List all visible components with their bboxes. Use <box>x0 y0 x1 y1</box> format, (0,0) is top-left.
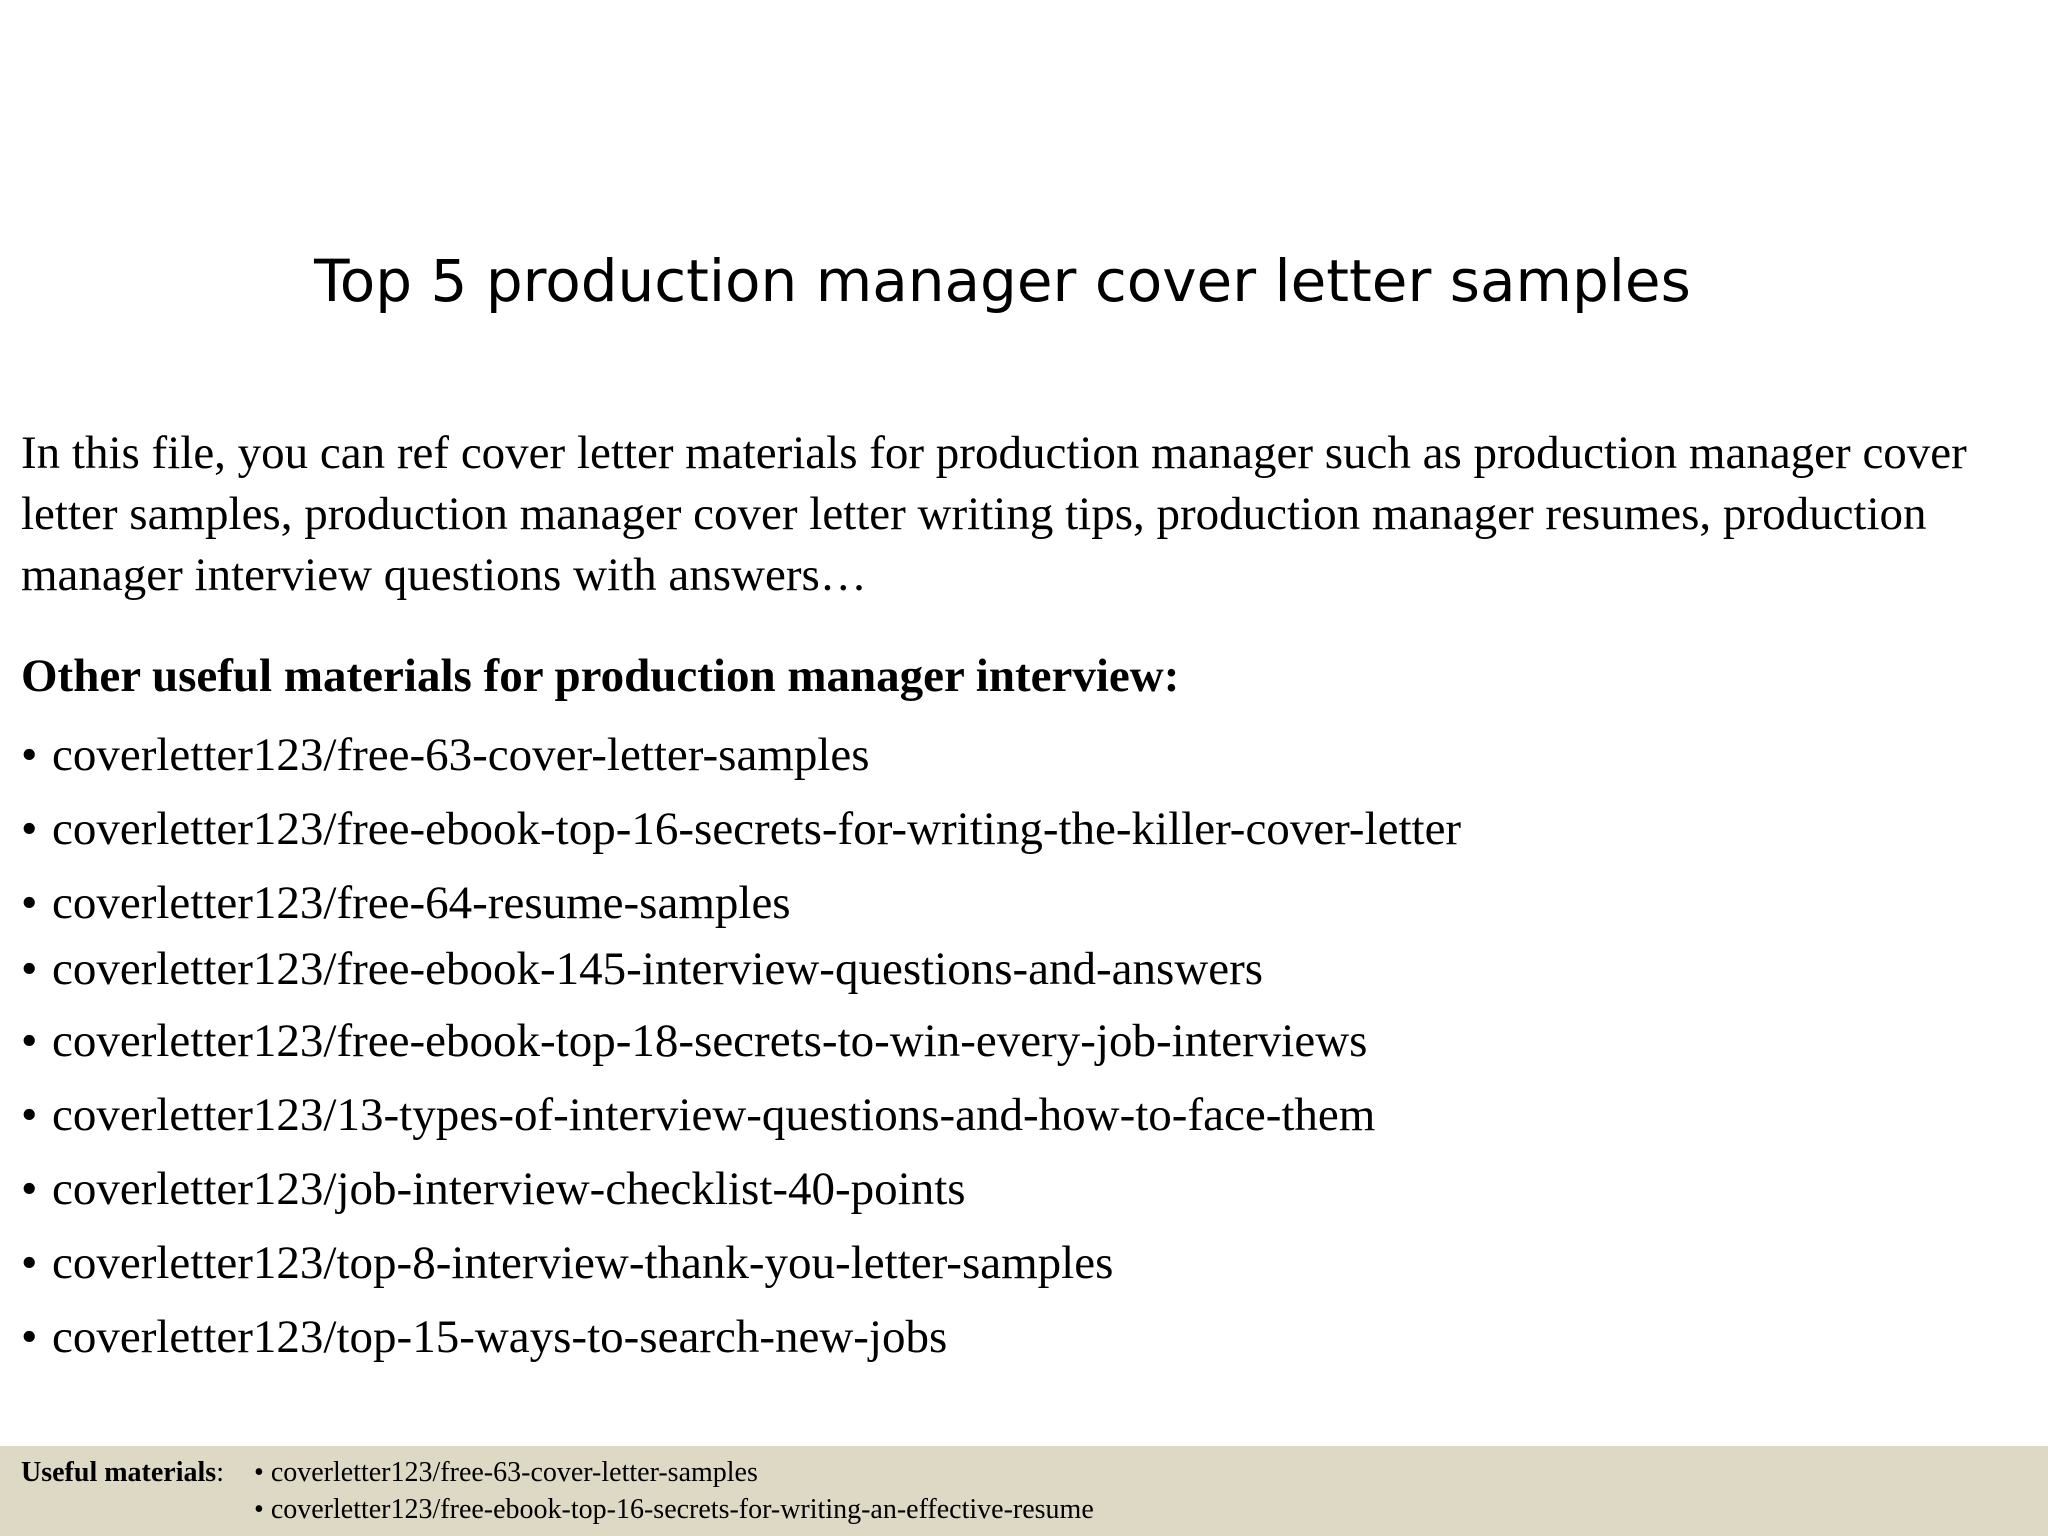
page-title: Top 5 production manager cover letter samples <box>314 247 1691 315</box>
footer-list <box>254 1454 1094 1528</box>
bullet-icon: • <box>21 1015 38 1067</box>
footer-list-item <box>254 1491 1094 1528</box>
footer-list-item <box>254 1454 1094 1491</box>
material-link-free-64-resume-samples[interactable]: coverletter123/free-64-resume-samples <box>52 877 791 929</box>
footer-bar <box>0 1446 2048 1536</box>
material-link-ebook-18-secrets-job-interviews[interactable]: coverletter123/free-ebook-top-18-secrets-to-win-every-job-interviews <box>52 1015 1368 1067</box>
material-link-ebook-145-interview-questions[interactable]: coverletter123/free-ebook-145-interview-questions-and-answers <box>52 943 1264 995</box>
bullet-icon: • <box>254 1494 264 1525</box>
footer-label-text: Useful materials <box>21 1457 217 1488</box>
material-link-thank-you-letter-samples[interactable]: coverletter123/top-8-interview-thank-you-letter-samples <box>52 1237 1114 1289</box>
list-item <box>21 1226 1461 1300</box>
bullet-icon: • <box>21 1237 38 1289</box>
bullet-icon: • <box>21 1089 38 1141</box>
list-item <box>21 718 1461 792</box>
material-link-15-ways-search-new-jobs[interactable]: coverletter123/top-15-ways-to-search-new-jobs <box>52 1311 948 1363</box>
bullet-icon: • <box>21 943 38 995</box>
list-item <box>21 866 1461 940</box>
list-item <box>21 935 1461 1004</box>
bullet-icon: • <box>21 877 38 929</box>
material-link-ebook-16-secrets-cover-letter[interactable]: coverletter123/free-ebook-top-16-secrets-for-writing-the-killer-cover-letter <box>52 803 1462 855</box>
list-item <box>21 792 1461 866</box>
list-item <box>21 1004 1461 1078</box>
bullet-icon: • <box>21 729 38 781</box>
bullet-icon: • <box>254 1457 264 1488</box>
material-link-interview-checklist-40-points[interactable]: coverletter123/job-interview-checklist-40-points <box>52 1163 966 1215</box>
list-item <box>21 1300 1461 1374</box>
list-item <box>21 1078 1461 1152</box>
other-materials-heading: Other useful materials for production manager interview: <box>21 650 1180 702</box>
footer-colon: : <box>216 1457 224 1488</box>
list-item <box>21 1152 1461 1226</box>
bullet-icon: • <box>21 1311 38 1363</box>
material-link-13-types-interview-questions[interactable]: coverletter123/13-types-of-interview-questions-and-how-to-face-them <box>52 1089 1376 1141</box>
footer-label <box>21 1454 224 1491</box>
other-materials-list <box>21 718 1461 1374</box>
footer-link-ebook-16-secrets-effective-resume[interactable]: coverletter123/free-ebook-top-16-secrets-for-writing-an-effective-resume <box>270 1494 1094 1525</box>
bullet-icon: • <box>21 1163 38 1215</box>
bullet-icon: • <box>21 803 38 855</box>
footer-link-free-63-cover-letter-samples[interactable]: coverletter123/free-63-cover-letter-samples <box>270 1457 758 1488</box>
intro-paragraph: In this file, you can ref cover letter materials for production manager such as production manager cover letter samples, production manager cover letter writing tips, production manager resumes, production manager interview questions with answers… <box>21 427 1967 601</box>
material-link-free-63-cover-letter-samples[interactable]: coverletter123/free-63-cover-letter-samples <box>52 729 870 781</box>
